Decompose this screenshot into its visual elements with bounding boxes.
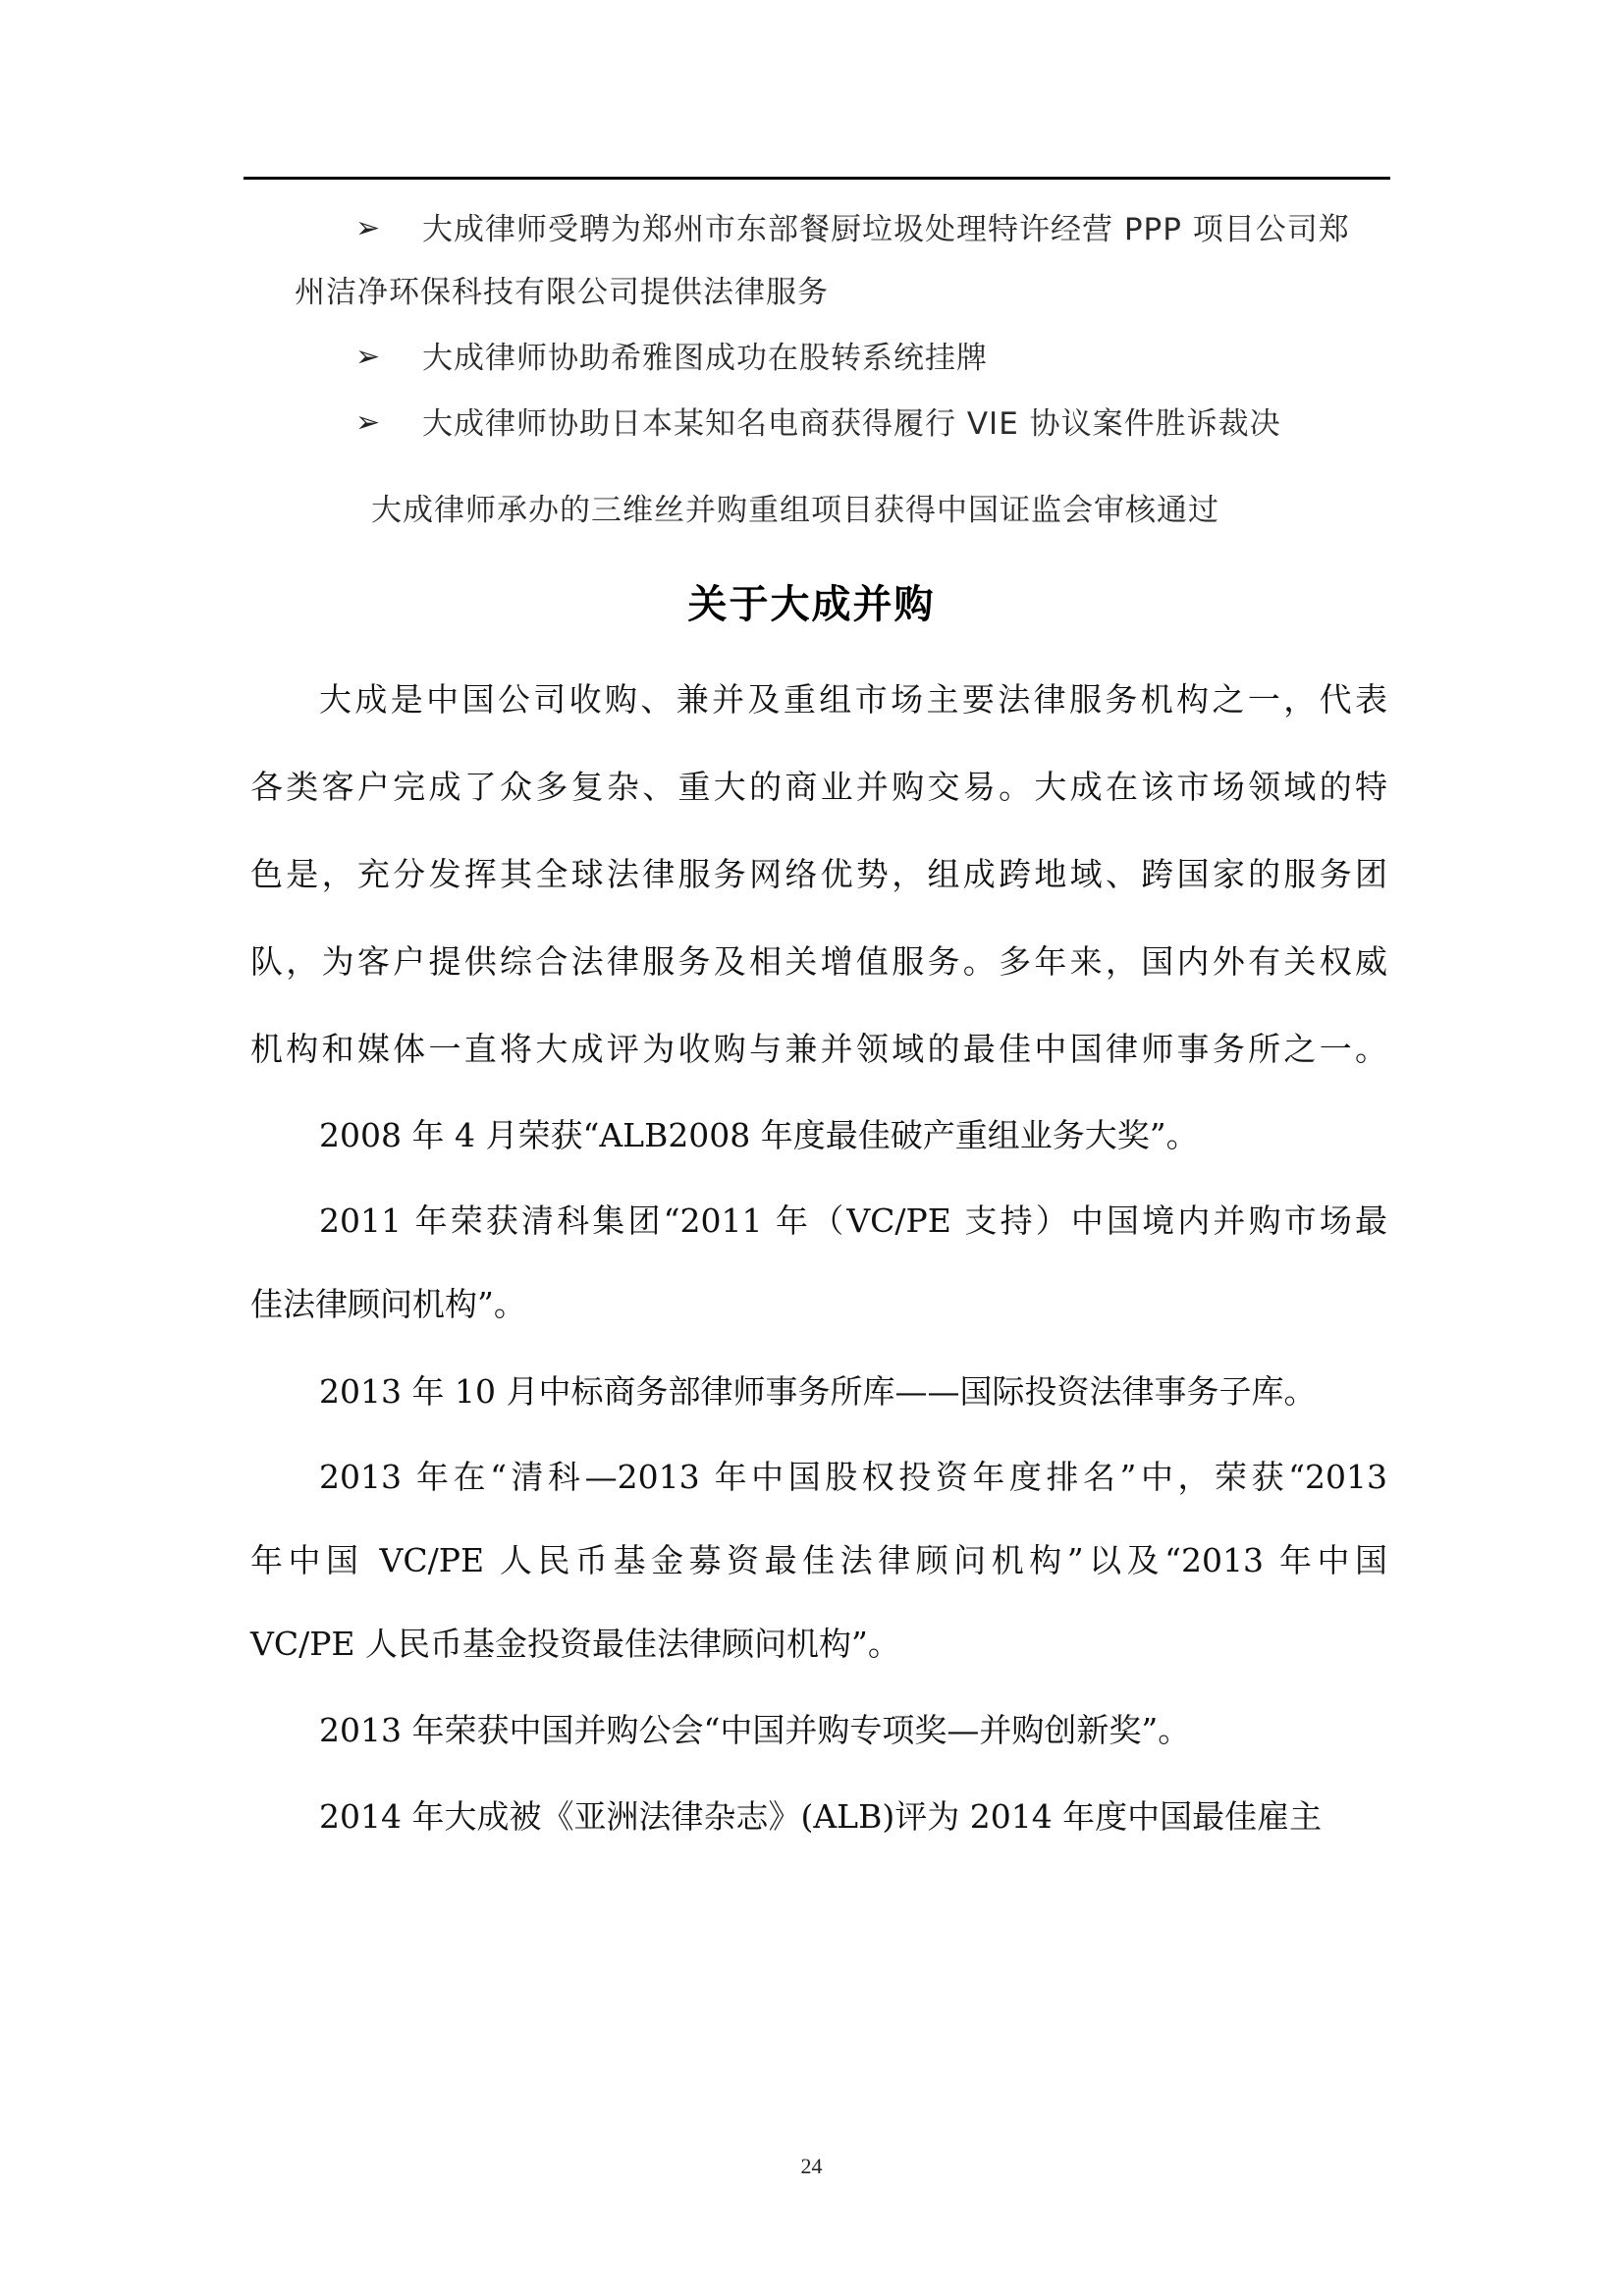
paragraph-line: 色是，充分发挥其全球法律服务网络优势，组成跨地域、跨国家的服务团 — [250, 855, 1387, 893]
header-rule — [243, 177, 1390, 180]
bullet-text: 州洁净环保科技有限公司提供法律服务 — [295, 275, 829, 310]
paragraph-line: 2013 年 10 月中标商务部律师事务所库——国际投资法律事务子库。 — [319, 1372, 1317, 1411]
page-number: 24 — [800, 2154, 823, 2178]
paragraph-line: 2013 年荣获中国并购公会“中国并购专项奖—并购创新奖”。 — [319, 1711, 1191, 1749]
paragraph-line: 2014 年大成被《亚洲法律杂志》(ALB)评为 2014 年度中国最佳雇主 — [319, 1797, 1323, 1836]
bullet-text: 大成律师协助日本某知名电商获得履行 VIE 协议案件胜诉裁决 — [422, 406, 1281, 442]
paragraph-line: 大成是中国公司收购、兼并及重组市场主要法律服务机构之一，代表 — [319, 680, 1387, 719]
section-title: 关于大成并购 — [687, 582, 936, 627]
arrow-bullet-icon: ➢ — [355, 405, 381, 440]
paragraph-line: 2008 年 4 月荣获“ALB2008 年度最佳破产重组业务大奖”。 — [319, 1116, 1199, 1154]
paragraph-line: 2011 年荣获清科集团“2011 年（VC/PE 支持）中国境内并购市场最 — [319, 1201, 1387, 1240]
arrow-bullet-icon: ➢ — [355, 211, 381, 245]
bullet-text: 大成律师协助希雅图成功在股转系统挂牌 — [422, 341, 988, 376]
paragraph-line: 各类客户完成了众多复杂、重大的商业并购交易。大成在该市场领域的特 — [250, 768, 1387, 806]
bullet-text: 大成律师受聘为郑州市东部餐厨垃圾处理特许经营 PPP 项目公司郑 — [422, 212, 1350, 247]
paragraph-line: VC/PE 人民币基金投资最佳法律顾问机构”。 — [250, 1625, 900, 1663]
paragraph-line: 队，为客户提供综合法律服务及相关增值服务。多年来，国内外有关权威 — [250, 942, 1387, 981]
paragraph-line: 2013 年在“清科—2013 年中国股权投资年度排名”中，荣获“2013 — [319, 1458, 1387, 1496]
caption: 大成律师承办的三维丝并购重组项目获得中国证监会审核通过 — [371, 493, 1219, 528]
paragraph-line: 佳法律顾问机构”。 — [250, 1285, 526, 1323]
paragraph-line: 机构和媒体一直将大成评为收购与兼并领域的最佳中国律师事务所之一。 — [250, 1030, 1387, 1068]
paragraph-line: 年中国 VC/PE 人民币基金募资最佳法律顾问机构”以及“2013 年中国 — [250, 1541, 1387, 1579]
arrow-bullet-icon: ➢ — [355, 340, 381, 374]
